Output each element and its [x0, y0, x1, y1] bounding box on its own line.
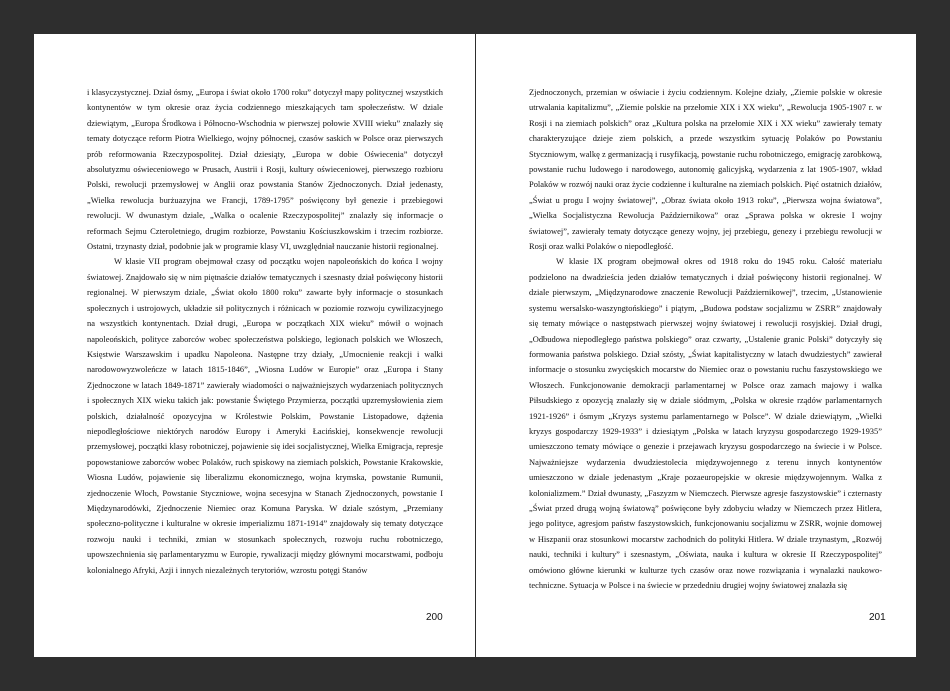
paragraph: W klasie IX program obejmował okres od 1918 roku do 1945 roku. Całość materiału podzielono na dwadzieścia jeden działów tematycznych i dział poświęcony historii regionalnej. W dziale pierwszym, „Międzynarodowe znaczenie Rewolucji Październikowej”, trzecim, „Ustanowienie systemu wersalsko-waszyngtońskiego” i piątym, „Budowa podstaw socjalizmu w ZSRR” znajdowały się tematy mówiące o następstwach pierwszej wojny światowej i rewolucji rosyjskiej. Dział drugi, „Odbudowa niepodległego państwa polskiego” oraz czwarty, „Ustalenie granic Polski” dotyczyły się formowania państwa polskiego. Dział szósty, „Świat kapitalistyczny w latach dwudziestych” zawierał informacje o stosunku zwycięskich mocarstw do Niemiec oraz o powstaniu ruchu faszystowskiego we Włoszech. Funkcjonowanie demokracji parlamentarnej w Polsce oraz zamach majowy i walka Piłsudskiego z opozycją znalazły się w dziale siódmym, „Polska w okresie rządów parlamentarnych 1921-1926” i ósmym „Kryzys systemu parlamentarnego w Polsce”. W dziale dziewiątym, „Wielki kryzys gospodarczy 1929-1933” i dziesiątym „Polska w latach kryzysu gospodarczego 1929-1935” umieszczono tematy mówiące o genezie i przejawach kryzysu gospodarczego na świecie i w Polsce. Najważniejsze wydarzenia dwudziestolecia międzywojennego z terenu innych kontynentów umieszczono w dziale jedenastym „Kraje pozaeuropejskie w okresie międzywojennym. Walka z kolonializmem.” Dział dwunasty, „Faszyzm w Niemczech. Pierwsze agresje faszystowskie” i czternasty „Świat przed drugą wojną światową” poświęcone były zdobyciu władzy w Niemczech przez Hitlera, jego polityce, agresjom państw faszystowskich, funkcjonowaniu socjalizmu w ZSRR, wojnie domowej w Hiszpanii oraz stosunkowi mocarstw zachodnich do polityki Hitlera. W dziale trzynastym, „Rozwój nauki, techniki i kultury” i szesnastym, „Oświata, nauka i kultura w okresie II Rzeczypospolitej” omówiono główne kierunki w kulturze tych czasów oraz nowe rozwiązania i wynalazki naukowo-techniczne. Sytuacja w Polsce i na świecie w przededniu drugiej wojny światowej znalazła się — [529, 256, 882, 590]
right-page — [476, 34, 916, 657]
paragraph: Zjednoczonych, przemian w oświacie i życiu codziennym. Kolejne działy, „Ziemie polskie w okresie utrwalania kapitalizmu”, „Ziemie polskie na przełomie XIX i XX wieku”, „Rewolucja 1905-1907 r. w Rosji i na ziemiach polskich” oraz „Kultura polska na przełomie XIX i XX wieku” zawierały tematy charakteryzujące dzieje ziem polskich, a przede wszystkim sytuację Polaków po Powstaniu Styczniowym, walkę z germanizacją i rusyfikacją, powstanie ruchu robotniczego, emigrację zarobkową, powstanie ruchu ludowego i narodowego, autonomię galicyjską, wydarzenia z lat 1905-1907, wkład Polaków w rozwój nauki oraz życie codzienne i kulturalne na ziemiach polskich. Pięć ostatnich działów, „Świat u progu I wojny światowej”, „Obraz świata około 1913 roku”, „Pierwsza wojna światowa”, „Wielka Socjalistyczna Rewolucja Październikowa” oraz „Sprawa polska w okresie I wojny światowej”, zawierały tematy dotyczące genezy wojny, jej przebiegu, genezy i przebiegu rewolucji w Rosji oraz walki Polaków o niepodległość. — [529, 87, 882, 252]
page-number: 201 — [869, 612, 886, 623]
paragraph: W klasie VII program obejmował czasy od początku wojen napoleońskich do końca I wojny światowej. Znajdowało się w nim piętnaście działów tematycznych i szesnasty dział poświęcony historii regionalnej. W pierwszym dziale, „Świat około 1800 roku” zawarte były informacje o stosunkach społecznych i ustrojowych, układzie sił politycznych i różnicach w poziomie rozwoju cywilizacyjnego na wszystkich kontynentach. Dział drugi, „Europa w początkach XIX wieku” mówił o wojnach napoleońskich, polityce zaborców wobec społeczeństwa polskiego, legionach polskich we Włoszech, Księstwie Warszawskim i upadku Napoleona. Następne trzy działy, „Umocnienie reakcji i walki narodowowyzwoleńcze w latach 1815-1846”, „Wiosna Ludów w Europie” oraz „Europa i Stany Zjednoczone w latach 1849-1871” zawierały wiadomości o najważniejszych wydarzeniach politycznych i społecznych XIX wieku takich jak: powstanie Świętego Przymierza, początki upzremysłowienia ziem polskich, działalność opozycyjna w Królestwie Polskim, Powstanie Listopadowe, dążenia niepodległościowe niektórych narodów Europy i Ameryki Łacińskiej, konsekwencje rewolucji przemysłowej, początki klasy robotniczej, pojawienie się idei socjalistycznej, Wielka Emigracja, represje popowstaniowe zaborców wobec Polaków, ruch spiskowy na ziemiach polskich, Powstanie Krakowskie, Wiosna Ludów, pojawienie się liberalizmu ekonomicznego, wojna krymska, powstanie Rumunii, zjednoczenie Włoch, Powstanie Styczniowe, wojna secesyjna w Stanach Zjednoczonych, powstanie I Międzynarodówki, Zjednoczenie Niemiec oraz Komuna Paryska. W dziale szóstym, „Przemiany społeczno-polityczne i kulturalne w okresie imperializmu 1871-1914” znajdowały się tematy dotyczące rozwoju nauki i techniki, zmian w stosunkach społecznych, rozwoju ruchu robotniczego, upowszechnienia się parlamentaryzmu w Europie, rywalizacji między głównymi mocarstwami, podboju kolonialnego Afryki, Azji i innych niezależnych terytoriów, wzrostu potęgi Stanów — [87, 256, 443, 575]
left-page-text — [87, 85, 443, 578]
page-number: 200 — [426, 612, 443, 623]
paragraph: i klasyczystycznej. Dział ósmy, „Europa i świat około 1700 roku” dotyczył mapy politycznej wszystkich kontynentów w tym okresie oraz życia codziennego mieszkających tam społeczeństw. W dziale dziewiątym, „Europa Środkowa i Północno-Wschodnia w pierwszej połowie XVIII wieku” znalazły się tematy dotyczące reform Piotra Wielkiego, wojny północnej, czasów saskich w Polsce oraz pierwszych prób reformowania Rzeczypospolitej. Dział dziesiąty, „Europa w dobie Oświecenia” dotyczył absolutyzmu oświeceniowego w Prusach, Austrii i Rosji, kultury oświeceniowej, pierwszego rozbioru Polski, rewolucji przemysłowej w Anglii oraz powstania Stanów Zjednoczonych. Dział jedenasty, „Wielka rewolucja burżuazyjna we Francji, 1789-1795” poświęcony był genezie i przebiegowi rewolucji. W dwunastym dziale, „Walka o ocalenie Rzeczypospolitej” znalazły się informacje o reformach Sejmu Czteroletniego, drugim rozbiorze, Powstaniu Kościuszkowskim i trzecim rozbiorze. Ostatni, trzynasty dział, podobnie jak w programie klasy VI, uwzględniał nauczanie historii regionalnej. — [87, 87, 443, 252]
right-page-text — [529, 85, 882, 593]
left-page — [34, 34, 475, 657]
